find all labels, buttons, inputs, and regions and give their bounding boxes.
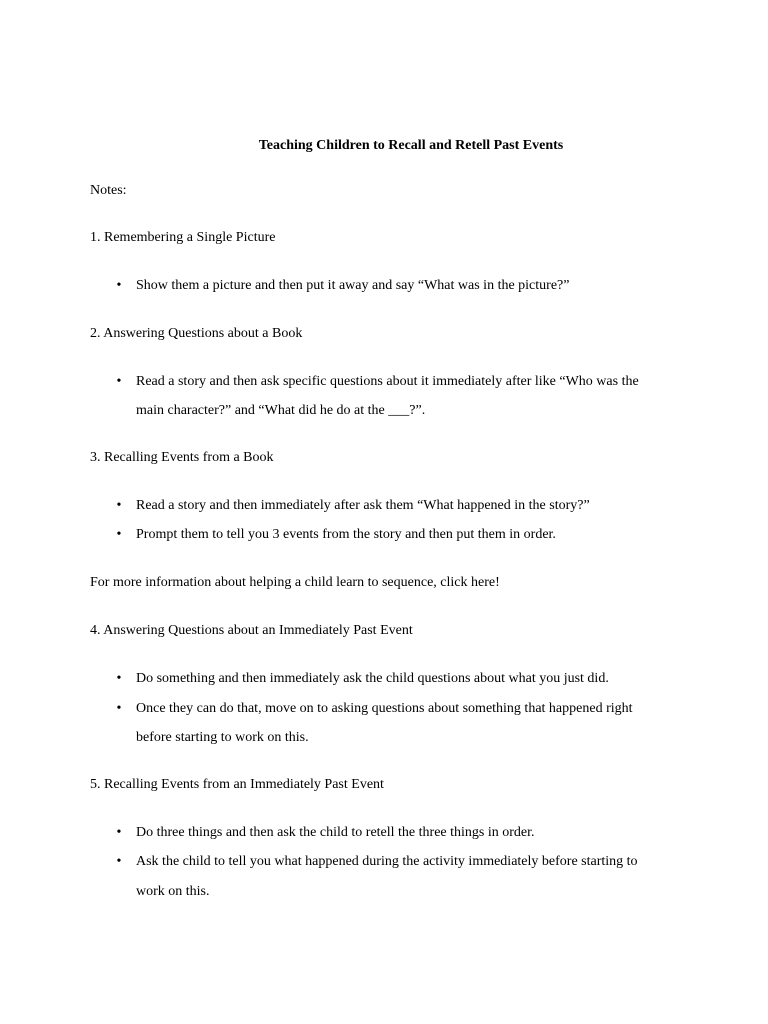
list-item-text: Read a story and then ask specific questions about it immediately after like “Who was the: [136, 374, 639, 389]
bullet-icon: •: [116, 498, 122, 513]
bullet-icon: •: [116, 671, 122, 686]
document-title: Teaching Children to Recall and Retell Past Events: [258, 138, 564, 153]
list-item-text: Read a story and then immediately after ask them “What happened in the story?”: [136, 498, 590, 513]
section-heading-3: 3. Recalling Events from a Book: [90, 450, 274, 465]
list-item-text: Prompt them to tell you 3 events from the story and then put them in order.: [136, 527, 556, 542]
list-item-text: Do something and then immediately ask the child questions about what you just did.: [136, 671, 609, 686]
list-item-text: Ask the child to tell you what happened during the activity immediately before starting to: [136, 854, 638, 869]
list-item-text: Show them a picture and then put it away and say “What was in the picture?”: [136, 278, 570, 293]
notes-label: Notes:: [90, 183, 127, 198]
bullet-icon: •: [116, 701, 122, 716]
list-item-text-continued: main character?” and “What did he do at the ___?”.: [136, 403, 426, 418]
section-heading-1: 1. Remembering a Single Picture: [90, 230, 276, 245]
section-heading-5: 5. Recalling Events from an Immediately Past Event: [90, 777, 384, 792]
list-item-text: Do three things and then ask the child to retell the three things in order.: [136, 825, 535, 840]
more-info-text: For more information about helping a child learn to sequence, click here!: [90, 575, 500, 590]
bullet-icon: •: [116, 854, 122, 869]
list-item-text: Once they can do that, move on to asking questions about something that happened right: [136, 701, 633, 716]
section-heading-2: 2. Answering Questions about a Book: [90, 326, 303, 341]
bullet-icon: •: [116, 278, 122, 293]
list-item-text-continued: work on this.: [136, 884, 210, 899]
section-heading-4: 4. Answering Questions about an Immediately Past Event: [90, 623, 413, 638]
bullet-icon: •: [116, 527, 122, 542]
list-item-text-continued: before starting to work on this.: [136, 730, 309, 745]
bullet-icon: •: [116, 374, 122, 389]
bullet-icon: •: [116, 825, 122, 840]
